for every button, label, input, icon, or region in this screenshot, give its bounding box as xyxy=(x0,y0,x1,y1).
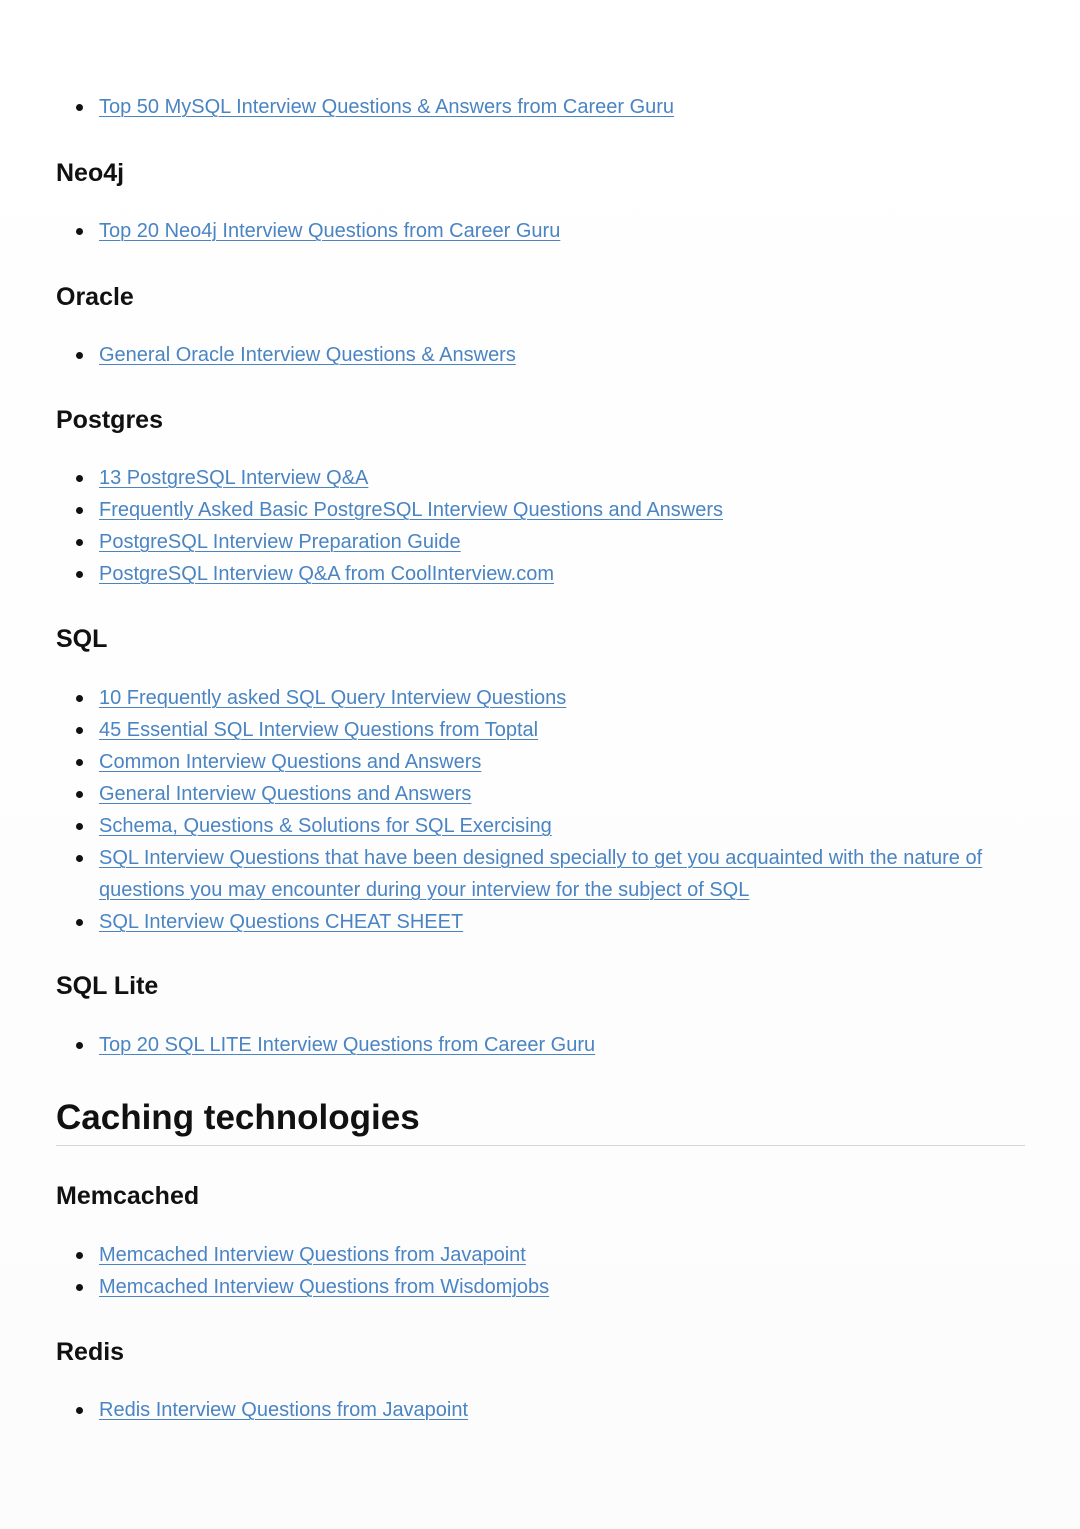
bullet xyxy=(76,571,83,578)
bullet xyxy=(76,791,83,798)
bullet xyxy=(76,228,83,235)
bullet xyxy=(76,1407,83,1414)
memcached-link-list xyxy=(56,1239,1024,1303)
section-redis xyxy=(56,1336,1024,1368)
list-item xyxy=(99,746,1024,778)
bullet xyxy=(76,1252,83,1259)
link[interactable]: Frequently Asked Basic PostgreSQL Interview Questions and Answers xyxy=(99,499,724,521)
link[interactable]: PostgreSQL Interview Preparation Guide xyxy=(99,531,461,553)
link[interactable]: Memcached Interview Questions from Javapoint xyxy=(99,1244,526,1266)
link[interactable]: Memcached Interview Questions from Wisdomjobs xyxy=(99,1276,550,1298)
link[interactable]: Common Interview Questions and Answers xyxy=(99,751,482,773)
bullet xyxy=(76,352,83,359)
link[interactable]: Top 50 MySQL Interview Questions & Answers from Career Guru xyxy=(99,96,675,118)
redis-link-list xyxy=(56,1394,1024,1426)
list-item xyxy=(99,91,1024,123)
bullet xyxy=(76,727,83,734)
bullet xyxy=(76,695,83,702)
section-heading: Oracle xyxy=(56,283,134,311)
sql-list-section xyxy=(56,682,1024,938)
list-item xyxy=(99,778,1024,810)
bullet xyxy=(76,1284,83,1291)
list-item xyxy=(99,215,1024,247)
link[interactable]: 10 Frequently asked SQL Query Interview Questions xyxy=(99,687,567,709)
bullet xyxy=(76,507,83,514)
list-item xyxy=(99,494,1024,526)
link[interactable]: General Interview Questions and Answers xyxy=(99,783,472,805)
section-heading: Memcached xyxy=(56,1182,200,1210)
oracle-list-section xyxy=(56,339,1024,371)
section-caching xyxy=(56,1096,1024,1146)
section-memcached xyxy=(56,1180,1024,1212)
postgres-list-section xyxy=(56,462,1024,590)
section-oracle xyxy=(56,281,1024,313)
sqlite-link-list xyxy=(56,1029,1024,1061)
link[interactable]: Top 20 SQL LITE Interview Questions from Career Guru xyxy=(99,1034,596,1056)
section-heading: Neo4j xyxy=(56,159,125,187)
link[interactable]: SQL Interview Questions CHEAT SHEET xyxy=(99,911,464,933)
link-continuation[interactable]: questions you may encounter during your interview for the subject of SQL xyxy=(99,879,750,901)
bullet xyxy=(76,539,83,546)
list-item xyxy=(99,1029,1024,1061)
sqlite-list-section xyxy=(56,1029,1024,1061)
list-item xyxy=(99,810,1024,842)
heading-divider xyxy=(56,1145,1025,1146)
list-item xyxy=(99,339,1024,371)
list-item xyxy=(99,842,1024,906)
mysql-list-section xyxy=(56,91,1024,123)
list-item xyxy=(99,682,1024,714)
list-item xyxy=(99,558,1024,590)
oracle-link-list xyxy=(56,339,1024,371)
list-item xyxy=(99,1271,1024,1303)
bullet xyxy=(76,475,83,482)
postgres-link-list xyxy=(56,462,1024,590)
sql-link-list xyxy=(56,682,1024,938)
list-item xyxy=(99,1239,1024,1271)
section-heading: SQL xyxy=(56,625,108,653)
section-neo4j xyxy=(56,157,1024,189)
neo4j-list-section xyxy=(56,215,1024,247)
list-item xyxy=(99,462,1024,494)
memcached-list-section xyxy=(56,1239,1024,1303)
list-item xyxy=(99,1394,1024,1426)
list-item xyxy=(99,906,1024,938)
link[interactable]: 13 PostgreSQL Interview Q&A xyxy=(99,467,369,489)
section-heading: Postgres xyxy=(56,406,163,434)
link[interactable]: Top 20 Neo4j Interview Questions from Career Guru xyxy=(99,220,561,242)
section-sql xyxy=(56,623,1024,655)
bullet xyxy=(76,823,83,830)
bullet xyxy=(76,1042,83,1049)
bullet xyxy=(76,104,83,111)
section-postgres xyxy=(56,404,1024,436)
bullet xyxy=(76,919,83,926)
section-heading: SQL Lite xyxy=(56,972,159,1000)
bullet xyxy=(76,855,83,862)
link[interactable]: 45 Essential SQL Interview Questions from Toptal xyxy=(99,719,539,741)
mysql-link-list xyxy=(56,91,1024,123)
bullet xyxy=(76,759,83,766)
section-heading: Redis xyxy=(56,1338,125,1366)
link[interactable]: Schema, Questions & Solutions for SQL Exercising xyxy=(99,815,552,837)
neo4j-link-list xyxy=(56,215,1024,247)
redis-list-section xyxy=(56,1394,1024,1426)
link[interactable]: SQL Interview Questions that have been designed specially to get you acquainted with the nature of xyxy=(99,847,983,869)
link[interactable]: General Oracle Interview Questions & Answers xyxy=(99,344,516,366)
chapter-heading: Caching technologies xyxy=(56,1098,420,1137)
section-sqlite xyxy=(56,970,1024,1002)
list-item xyxy=(99,714,1024,746)
link[interactable]: Redis Interview Questions from Javapoint xyxy=(99,1399,469,1421)
list-item xyxy=(99,526,1024,558)
link[interactable]: PostgreSQL Interview Q&A from CoolInterview.com xyxy=(99,563,554,585)
